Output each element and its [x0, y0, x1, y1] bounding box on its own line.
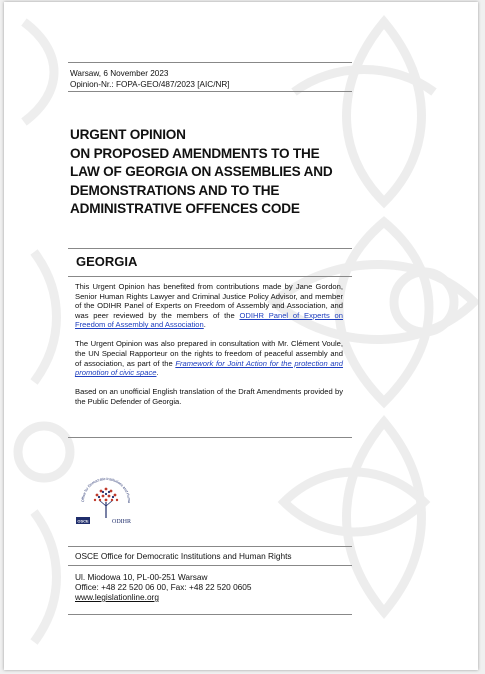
meta-rule: [68, 91, 352, 92]
date-line: Warsaw, 6 November 2023: [70, 69, 169, 78]
paragraph-contributions: This Urgent Opinion has benefited from contributions made by Jane Gordon, Senior Human Rights Lawyer and Criminal Justice Policy Advisor, and member of the ODIHR Panel of Experts on Freedom of Assembly and Association, and was peer reviewed by the members of the ODIHR Panel of Experts on Freedom of Assembly and Association.: [75, 282, 343, 330]
osce-label: OSCE: [77, 518, 89, 524]
title-line: LAW OF GEORGIA ON ASSEMBLIES AND: [70, 164, 333, 179]
opinion-number: Opinion-Nr.: FOPA-GEO/487/2023 [AIC/NR]: [70, 80, 230, 89]
website-link[interactable]: www.legislationline.org: [75, 592, 159, 602]
logo-arc-text: Office for Democratic Institutions and Huma: [80, 476, 132, 503]
document-page: [4, 2, 478, 670]
top-rule: [68, 62, 352, 63]
address-line: Ul. Miodowa 10, PL-00-251 Warsaw: [75, 572, 208, 582]
document-title: [70, 126, 350, 219]
title-line: ON PROPOSED AMENDMENTS TO THE: [70, 145, 320, 161]
country-heading: GEORGIA: [76, 254, 138, 269]
odihr-panel-link[interactable]: ODIHR Panel of Experts on Freedom of Assembly and Association: [75, 310, 343, 330]
paragraph-consultation: The Urgent Opinion was also prepared in consultation with Mr. Clément Voule, the UN Special Rapporteur on the rights to freedom of peaceful assembly and of association, as part of the Framework for Joint Action for the protection and promotion of civic space.: [75, 339, 344, 378]
contact-block: [75, 572, 252, 602]
odihr-label: ODIHR: [112, 519, 131, 525]
paragraph-translation-note: Based on an unofficial English translation of the Draft Amendments provided by the Public Defender of Georgia.: [75, 387, 343, 406]
document-meta: [70, 68, 230, 90]
acknowledgements: [75, 282, 343, 416]
title-line: ADMINISTRATIVE OFFENCES CODE: [70, 201, 300, 216]
country-top-rule: [68, 248, 352, 249]
odihr-logo: [76, 472, 146, 528]
office-name: OSCE Office for Democratic Institutions and Human Rights: [75, 551, 292, 561]
title-line: DEMONSTRATIONS AND TO THE: [70, 182, 280, 198]
footer-top-rule: [68, 546, 352, 547]
footer-mid-rule: [68, 565, 352, 566]
country-bottom-rule: [68, 276, 352, 277]
phone-fax-line: Office: +48 22 520 06 00, Fax: +48 22 520 0605: [75, 582, 252, 592]
footer-bottom-rule: [68, 614, 352, 615]
body-bottom-rule: [68, 437, 352, 438]
title-line: URGENT OPINION: [70, 127, 186, 142]
framework-link[interactable]: Framework for Joint Action for the protection and promotion of civic space: [75, 358, 344, 378]
